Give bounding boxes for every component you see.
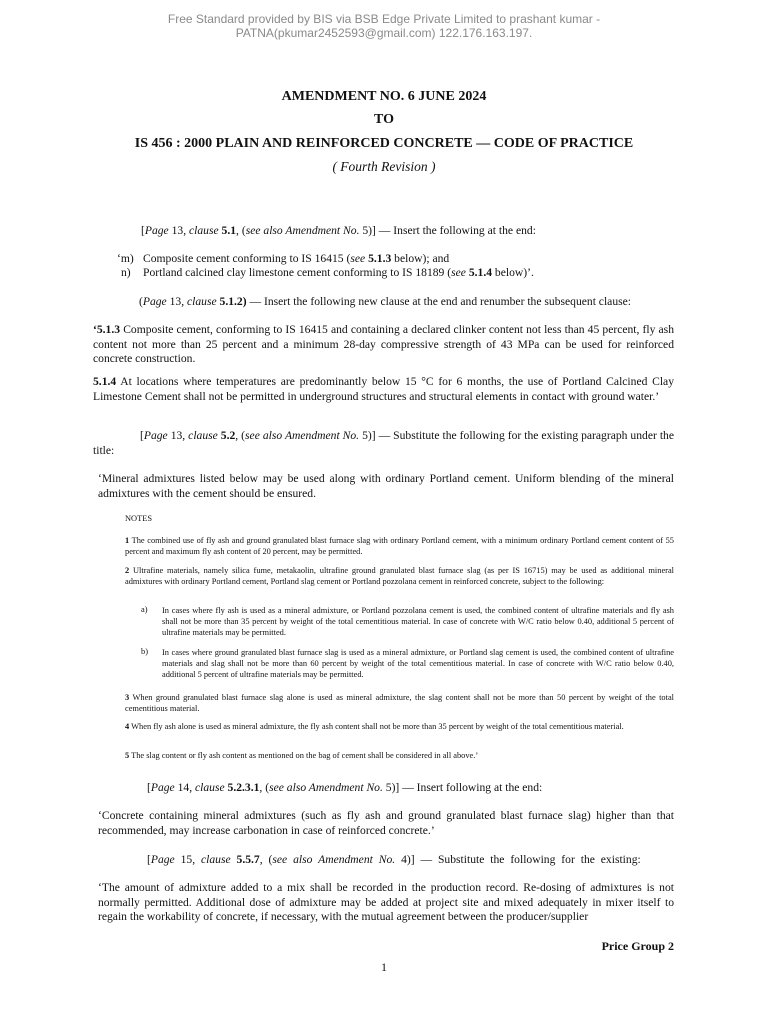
to-heading: TO xyxy=(374,112,394,127)
watermark-line-1: Free Standard provided by BIS via BSB Edge Private Limited to prashant kumar - xyxy=(167,12,601,26)
instruction-page13-clause-5-1: [Page 13, clause 5.1, (see also Amendment No. 5)] — Insert the following at the end: xyxy=(141,224,536,237)
price-group: Price Group 2 xyxy=(601,939,674,953)
mineral-admixtures-paragraph: ‘Mineral admixtures listed below may be used along with ordinary Portland cement. Uniform blending of the mineral admixtures with the cement should be ensured. xyxy=(98,472,674,500)
watermark-line-2: PATNA(pkumar2452593@gmail.com) 122.176.163.197. xyxy=(235,26,533,40)
note-1: 1 The combined use of fly ash and ground granulated blast furnace slag with ordinary Portland cement, with a minimum ordinary Portland cement content of 55 percent and maximum fly ash content of 20 percent, may be permitted. xyxy=(125,536,674,557)
list-item-n: Portland calcined clay limestone cement conforming to IS 18189 (see 5.1.4 below)’. xyxy=(143,266,534,279)
clause-5-1-4: 5.1.4 At locations where temperatures are predominantly below 15 °C for 6 months, the use of Portland Calcined Clay Limestone Cement shall not be permitted in underground structures and structural elements in contact with ground water.’ xyxy=(93,375,674,403)
note-2a-label: a) xyxy=(141,605,148,614)
amendment-heading: AMENDMENT NO. 6 JUNE 2024 xyxy=(281,89,487,104)
page-number: 1 xyxy=(381,960,387,974)
instruction-page13-clause-5-1-2: (Page 13, clause 5.1.2) — Insert the following new clause at the end and renumber the subsequent clause: xyxy=(139,295,631,308)
note-3: 3 When ground granulated blast furnace slag alone is used as mineral admixture, the slag content shall not be more than 50 percent by weight of the total cementitious material. xyxy=(125,693,674,714)
watermark xyxy=(0,12,768,40)
note-2: 2 Ultrafine materials, namely silica fume, metakaolin, ultrafine ground granulated blast furnace slag (as per IS 16715) may be used as additional mineral admixtures with ordinary Portland cement, Portland slag cement or Portland pozzolana cement in reinforced concrete, subject to the following: xyxy=(125,566,674,587)
note-4: 4 When fly ash alone is used as mineral admixture, the fly ash content shall not be more than 35 percent by weight of the total cementitious material. xyxy=(125,722,624,731)
instruction-page14-clause-5-2-3-1: [Page 14, clause 5.2.3.1, (see also Amendment No. 5)] — Insert following at the end: xyxy=(147,781,543,794)
instruction-page13-clause-5-2: [Page 13, clause 5.2, (see also Amendment No. 5)] — Substitute the following for the existing paragraph under the title: xyxy=(93,429,674,457)
note-2b-label: b) xyxy=(141,647,148,656)
revision-subtitle: ( Fourth Revision ) xyxy=(332,159,436,174)
note-5: 5 The slag content or fly ash content as mentioned on the bag of cement shall be considered in all above.’ xyxy=(125,751,479,760)
clause-5-1-3: ‘5.1.3 Composite cement, conforming to IS 16415 and containing a declared clinker content not less than 45 percent, fly ash content not more than 25 percent and a minimum 28-day compressive strength of 43 MPa can be used for reinforced concrete construction. xyxy=(93,323,674,365)
notes-heading: NOTES xyxy=(125,514,152,523)
instruction-page15-clause-5-5-7: [Page 15, clause 5.5.7, (see also Amendment No. 4)] — Substitute the following for the existing: xyxy=(147,853,641,866)
admixture-record-paragraph: ‘The amount of admixture added to a mix shall be recorded in the production record. Re-dosing of admixtures is not normally permitted. Additional dose of admixture may be added at project site and mixed adequately in mixer itself to regain the workability of concrete, if necessary, with the mutual agreement between the producer/supplier xyxy=(98,881,674,923)
document-title: IS 456 : 2000 PLAIN AND REINFORCED CONCRETE — CODE OF PRACTICE xyxy=(134,136,634,151)
list-item-n-label: n) xyxy=(121,266,131,279)
list-item-m-label: ‘m) xyxy=(117,252,134,265)
note-2a: In cases where fly ash is used as a mineral admixture, or Portland pozzolana cement is used, the combined content of ultrafine materials and fly ash shall not be more than 35 percent by weight of the total cementitious material. In case of concrete with W/C ratio below 0.40, additional 5 percent of ultrafine materials may be permitted. xyxy=(162,606,674,638)
carbonation-paragraph: ‘Concrete containing mineral admixtures (such as fly ash and ground granulated blast furnace slag) higher than that recommended, may increase carbonation in case of reinforced concrete.’ xyxy=(98,809,674,837)
list-item-m: Composite cement conforming to IS 16415 (see 5.1.3 below); and xyxy=(143,252,450,265)
note-2b: In cases where ground granulated blast furnace slag is used as a mineral admixture, or Portland slag cement is used, the combined content of ultrafine materials and slag shall not be more than 60 percent by weight of the total cementitious material. In case of concrete with W/C ratio below 0.40, additional 5 percent of ultrafine materials may be permitted. xyxy=(162,648,674,680)
